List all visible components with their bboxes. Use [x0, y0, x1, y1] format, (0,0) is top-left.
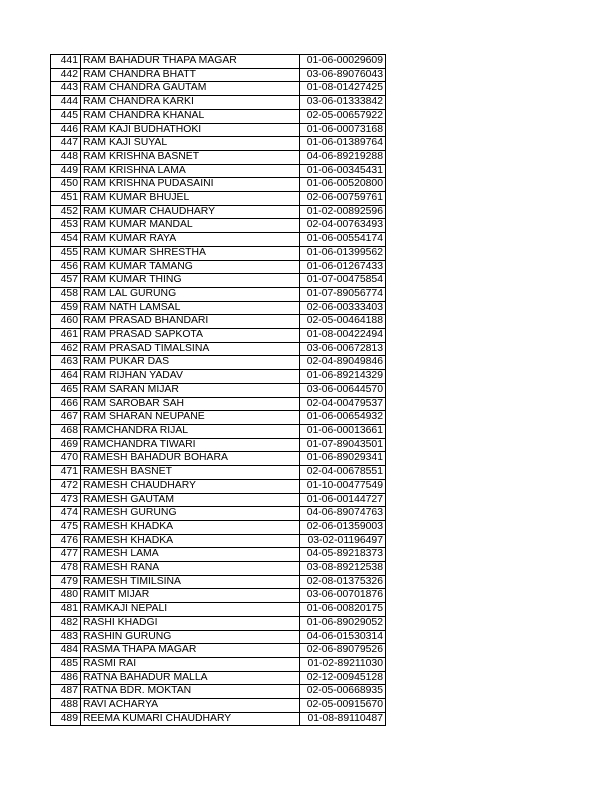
table-row	[51, 301, 386, 315]
person-name: RAM CHANDRA BHATT	[81, 68, 300, 82]
row-number: 475	[51, 520, 81, 534]
row-number: 481	[51, 603, 81, 617]
person-name: RATNA BDR. MOKTAN	[81, 685, 300, 699]
row-number: 449	[51, 164, 81, 178]
row-number: 467	[51, 411, 81, 425]
registration-code: 02-04-00763493	[300, 219, 386, 233]
person-name: RAM LAL GURUNG	[81, 287, 300, 301]
registration-code: 03-06-01333842	[300, 96, 386, 110]
person-name: RASMI RAI	[81, 657, 300, 671]
row-number: 470	[51, 452, 81, 466]
row-number: 469	[51, 438, 81, 452]
registration-code: 02-05-00668935	[300, 685, 386, 699]
row-number: 459	[51, 301, 81, 315]
person-name: RAM KUMAR SHRESTHA	[81, 246, 300, 260]
table-row	[51, 452, 386, 466]
registration-code: 01-07-00475854	[300, 274, 386, 288]
person-name: RAM KUMAR RAYA	[81, 233, 300, 247]
table-row	[51, 493, 386, 507]
person-name: RAM PUKAR DAS	[81, 356, 300, 370]
table-row	[51, 383, 386, 397]
registration-code: 03-06-89076043	[300, 68, 386, 82]
row-number: 483	[51, 630, 81, 644]
person-name: RAM KUMAR THING	[81, 274, 300, 288]
table-row	[51, 342, 386, 356]
person-name: RAM CHANDRA KHANAL	[81, 109, 300, 123]
row-number: 462	[51, 342, 81, 356]
registration-code: 01-07-89056774	[300, 287, 386, 301]
registration-code: 03-02-01196497	[300, 534, 386, 548]
registration-code: 02-05-00915670	[300, 699, 386, 713]
person-name: RAM PRASAD TIMALSINA	[81, 342, 300, 356]
roster-table	[50, 54, 386, 726]
row-number: 445	[51, 109, 81, 123]
person-name: RAMESH KHADKA	[81, 534, 300, 548]
row-number: 488	[51, 699, 81, 713]
table-row	[51, 150, 386, 164]
registration-code: 01-02-00892596	[300, 205, 386, 219]
registration-code: 01-06-89214329	[300, 370, 386, 384]
person-name: RAMESH TIMILSINA	[81, 575, 300, 589]
table-row	[51, 575, 386, 589]
registration-code: 01-06-00820175	[300, 603, 386, 617]
person-name: RAMCHANDRA RIJAL	[81, 424, 300, 438]
roster-table-body	[51, 55, 386, 726]
person-name: RAM KRISHNA PUDASAINI	[81, 178, 300, 192]
table-row	[51, 424, 386, 438]
row-number: 486	[51, 671, 81, 685]
person-name: RAMESH BASNET	[81, 466, 300, 480]
row-number: 456	[51, 260, 81, 274]
person-name: RATNA BAHADUR MALLA	[81, 671, 300, 685]
row-number: 463	[51, 356, 81, 370]
table-row	[51, 466, 386, 480]
table-row	[51, 233, 386, 247]
person-name: RAMESH CHAUDHARY	[81, 479, 300, 493]
row-number: 454	[51, 233, 81, 247]
person-name: RASHIN GURUNG	[81, 630, 300, 644]
person-name: RAMIT MIJAR	[81, 589, 300, 603]
row-number: 455	[51, 246, 81, 260]
table-row	[51, 260, 386, 274]
person-name: RAM KAJI SUYAL	[81, 137, 300, 151]
table-row	[51, 137, 386, 151]
row-number: 458	[51, 287, 81, 301]
registration-code: 01-07-89043501	[300, 438, 386, 452]
registration-code: 01-06-00029609	[300, 55, 386, 69]
registration-code: 01-06-00345431	[300, 164, 386, 178]
table-row	[51, 630, 386, 644]
registration-code: 01-06-89029052	[300, 616, 386, 630]
registration-code: 01-06-00520800	[300, 178, 386, 192]
row-number: 466	[51, 397, 81, 411]
row-number: 443	[51, 82, 81, 96]
row-number: 465	[51, 383, 81, 397]
row-number: 448	[51, 150, 81, 164]
registration-code: 03-06-00644570	[300, 383, 386, 397]
registration-code: 02-08-01375326	[300, 575, 386, 589]
table-row	[51, 219, 386, 233]
person-name: RASMA THAPA MAGAR	[81, 644, 300, 658]
person-name: RAM SAROBAR SAH	[81, 397, 300, 411]
person-name: REEMA KUMARI CHAUDHARY	[81, 712, 300, 726]
table-row	[51, 685, 386, 699]
registration-code: 02-05-00657922	[300, 109, 386, 123]
person-name: RAMESH LAMA	[81, 548, 300, 562]
table-row	[51, 356, 386, 370]
table-row	[51, 507, 386, 521]
registration-code: 01-06-00144727	[300, 493, 386, 507]
row-number: 477	[51, 548, 81, 562]
registration-code: 04-05-89218373	[300, 548, 386, 562]
person-name: RAM NATH LAMSAL	[81, 301, 300, 315]
registration-code: 04-06-89074763	[300, 507, 386, 521]
table-row	[51, 534, 386, 548]
person-name: RASHI KHADGI	[81, 616, 300, 630]
person-name: RAMKAJI NEPALI	[81, 603, 300, 617]
person-name: RAVI ACHARYA	[81, 699, 300, 713]
registration-code: 01-06-01389764	[300, 137, 386, 151]
table-row	[51, 109, 386, 123]
table-row	[51, 274, 386, 288]
registration-code: 01-06-00554174	[300, 233, 386, 247]
registration-code: 02-06-01359003	[300, 520, 386, 534]
registration-code: 03-08-89212538	[300, 562, 386, 576]
row-number: 473	[51, 493, 81, 507]
person-name: RAM BAHADUR THAPA MAGAR	[81, 55, 300, 69]
table-row	[51, 712, 386, 726]
row-number: 480	[51, 589, 81, 603]
registration-code: 02-04-89049846	[300, 356, 386, 370]
table-row	[51, 96, 386, 110]
person-name: RAM RIJHAN YADAV	[81, 370, 300, 384]
row-number: 485	[51, 657, 81, 671]
row-number: 447	[51, 137, 81, 151]
table-row	[51, 411, 386, 425]
row-number: 464	[51, 370, 81, 384]
person-name: RAM PRASAD SAPKOTA	[81, 329, 300, 343]
row-number: 487	[51, 685, 81, 699]
row-number: 451	[51, 192, 81, 206]
row-number: 460	[51, 315, 81, 329]
row-number: 482	[51, 616, 81, 630]
registration-code: 01-08-89110487	[300, 712, 386, 726]
row-number: 441	[51, 55, 81, 69]
table-row	[51, 123, 386, 137]
table-row	[51, 55, 386, 69]
registration-code: 02-06-00759761	[300, 192, 386, 206]
row-number: 446	[51, 123, 81, 137]
person-name: RAM KRISHNA LAMA	[81, 164, 300, 178]
person-name: RAM KAJI BUDHATHOKI	[81, 123, 300, 137]
registration-code: 01-10-00477549	[300, 479, 386, 493]
person-name: RAM KUMAR MANDAL	[81, 219, 300, 233]
registration-code: 02-04-00678551	[300, 466, 386, 480]
table-row	[51, 657, 386, 671]
table-row	[51, 548, 386, 562]
person-name: RAMESH GAUTAM	[81, 493, 300, 507]
registration-code: 03-06-00672813	[300, 342, 386, 356]
registration-code: 01-06-89029341	[300, 452, 386, 466]
table-row	[51, 699, 386, 713]
table-row	[51, 329, 386, 343]
row-number: 450	[51, 178, 81, 192]
person-name: RAMESH BAHADUR BOHARA	[81, 452, 300, 466]
row-number: 461	[51, 329, 81, 343]
table-row	[51, 315, 386, 329]
person-name: RAM KUMAR TAMANG	[81, 260, 300, 274]
row-number: 453	[51, 219, 81, 233]
registration-code: 01-02-89211030	[300, 657, 386, 671]
table-row	[51, 164, 386, 178]
table-row	[51, 246, 386, 260]
registration-code: 01-08-00422494	[300, 329, 386, 343]
table-row	[51, 178, 386, 192]
registration-code: 02-04-00479537	[300, 397, 386, 411]
registration-code: 01-06-00073168	[300, 123, 386, 137]
person-name: RAM KUMAR BHUJEL	[81, 192, 300, 206]
person-name: RAM PRASAD BHANDARI	[81, 315, 300, 329]
row-number: 471	[51, 466, 81, 480]
table-row	[51, 205, 386, 219]
row-number: 472	[51, 479, 81, 493]
registration-code: 01-06-01399562	[300, 246, 386, 260]
row-number: 452	[51, 205, 81, 219]
row-number: 468	[51, 424, 81, 438]
row-number: 484	[51, 644, 81, 658]
registration-code: 02-12-00945128	[300, 671, 386, 685]
table-row	[51, 616, 386, 630]
table-row	[51, 438, 386, 452]
registration-code: 01-06-01267433	[300, 260, 386, 274]
table-row	[51, 671, 386, 685]
registration-code: 03-06-00701876	[300, 589, 386, 603]
table-row	[51, 479, 386, 493]
person-name: RAMESH RANA	[81, 562, 300, 576]
table-row	[51, 603, 386, 617]
registration-code: 01-06-00013661	[300, 424, 386, 438]
table-row	[51, 562, 386, 576]
row-number: 474	[51, 507, 81, 521]
registration-code: 01-08-01427425	[300, 82, 386, 96]
person-name: RAM KRISHNA BASNET	[81, 150, 300, 164]
row-number: 478	[51, 562, 81, 576]
row-number: 479	[51, 575, 81, 589]
person-name: RAM KUMAR CHAUDHARY	[81, 205, 300, 219]
person-name: RAM CHANDRA GAUTAM	[81, 82, 300, 96]
person-name: RAMESH GURUNG	[81, 507, 300, 521]
registration-code: 02-06-00333403	[300, 301, 386, 315]
registration-code: 04-06-89219288	[300, 150, 386, 164]
registration-code: 01-06-00654932	[300, 411, 386, 425]
table-row	[51, 287, 386, 301]
registration-code: 02-06-89079526	[300, 644, 386, 658]
table-row	[51, 68, 386, 82]
person-name: RAM SARAN MIJAR	[81, 383, 300, 397]
table-row	[51, 644, 386, 658]
table-row	[51, 82, 386, 96]
person-name: RAM CHANDRA KARKI	[81, 96, 300, 110]
row-number: 444	[51, 96, 81, 110]
registration-code: 02-05-00464188	[300, 315, 386, 329]
row-number: 476	[51, 534, 81, 548]
row-number: 457	[51, 274, 81, 288]
table-row	[51, 192, 386, 206]
table-row	[51, 589, 386, 603]
row-number: 442	[51, 68, 81, 82]
table-row	[51, 520, 386, 534]
table-row	[51, 397, 386, 411]
person-name: RAMESH KHADKA	[81, 520, 300, 534]
registration-code: 04-06-01530314	[300, 630, 386, 644]
person-name: RAMCHANDRA TIWARI	[81, 438, 300, 452]
person-name: RAM SHARAN NEUPANE	[81, 411, 300, 425]
table-row	[51, 370, 386, 384]
row-number: 489	[51, 712, 81, 726]
